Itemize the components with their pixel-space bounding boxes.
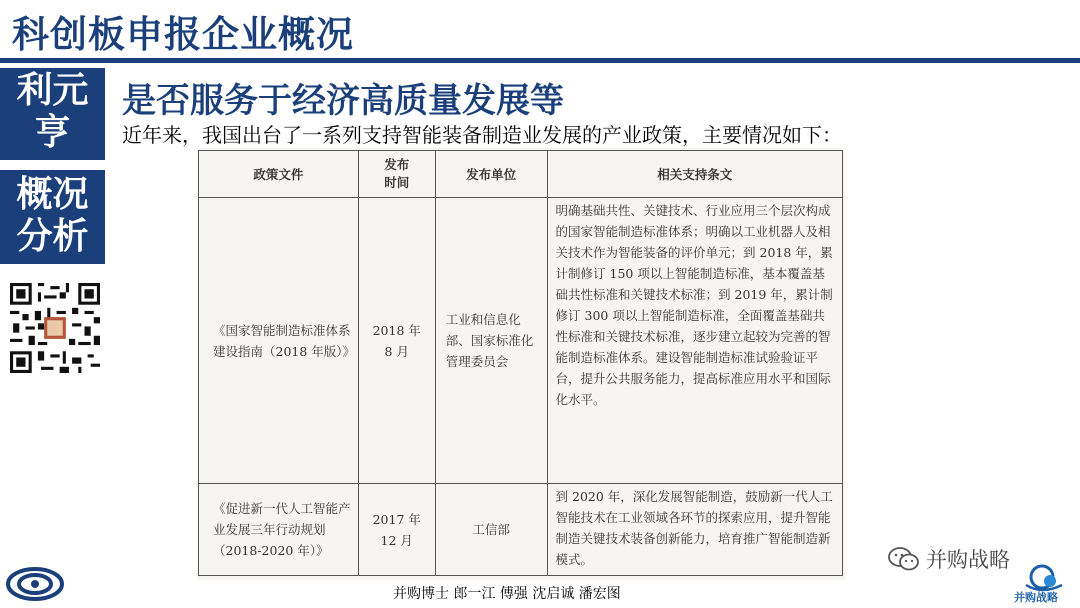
header-release-date: 发布 时间	[358, 151, 435, 198]
intro-text: 近年来，我国出台了一系列支持智能装备制造业发展的产业政策，主要情况如下：	[122, 123, 842, 147]
cell-content: 明确基础共性、关键技术、行业应用三个层次构成的国家智能制造标准体系；明确以工业机器人及相关技术作为智能装备的评价单元；到 2018 年，累计制修订 150 项以上智能制造标准，基本覆盖基础共性标准和关键技术标准；到 2019 年，累计制修订 300 项以上智能制造标准，全面覆盖基础共性标准和关键技术标准，逐步建立起较为完善的智能制造标准体系。建设智能制造标准试验验证平台，提升公共服务能力，提高标准应用水平和国际化水平。	[547, 198, 842, 484]
policy-table	[198, 150, 843, 576]
title-divider	[0, 58, 1080, 63]
section-heading: 是否服务于经济高质量发展等	[122, 81, 564, 121]
cell-doc: 《促进新一代人工智能产业发展三年行动规划（2018-2020 年）》	[199, 484, 359, 576]
side-tag-lyh: 利元 亨	[0, 68, 105, 160]
cell-date: 2018 年 8 月	[358, 198, 435, 484]
qr-code-icon	[10, 283, 100, 373]
company-logo-icon	[6, 566, 64, 602]
policy-table-image	[197, 148, 845, 580]
cell-date: 2017 年 12 月	[358, 484, 435, 576]
wechat-name: 并购战略	[926, 548, 1010, 572]
cell-doc: 《国家智能制造标准体系建设指南（2018 年版）》	[199, 198, 359, 484]
cell-issuer: 工信部	[435, 484, 547, 576]
header-issuer: 发布单位	[435, 151, 547, 198]
footer-credit: 并购博士 郎一江 傅强 沈启诚 潘宏图	[393, 586, 621, 602]
brand-name: 并购战略	[1014, 591, 1058, 604]
table-row	[199, 198, 843, 484]
cell-content: 到 2020 年，深化发展智能制造，鼓励新一代人工智能技术在工业领域各环节的探索应用，提升智能制造关键技术装备创新能力，培育推广智能制造新模式。	[547, 484, 842, 576]
header-content: 相关支持条文	[547, 151, 842, 198]
wechat-account	[888, 544, 1010, 574]
header-policy-doc: 政策文件	[199, 151, 359, 198]
side-tag-overview: 概况 分析	[0, 170, 105, 264]
table-row	[199, 484, 843, 576]
page-title: 科创板申报企业概况	[12, 13, 354, 56]
wechat-icon	[888, 546, 920, 572]
table-header-row	[199, 151, 843, 198]
cell-issuer: 工业和信息化部、国家标准化管理委员会	[435, 198, 547, 484]
